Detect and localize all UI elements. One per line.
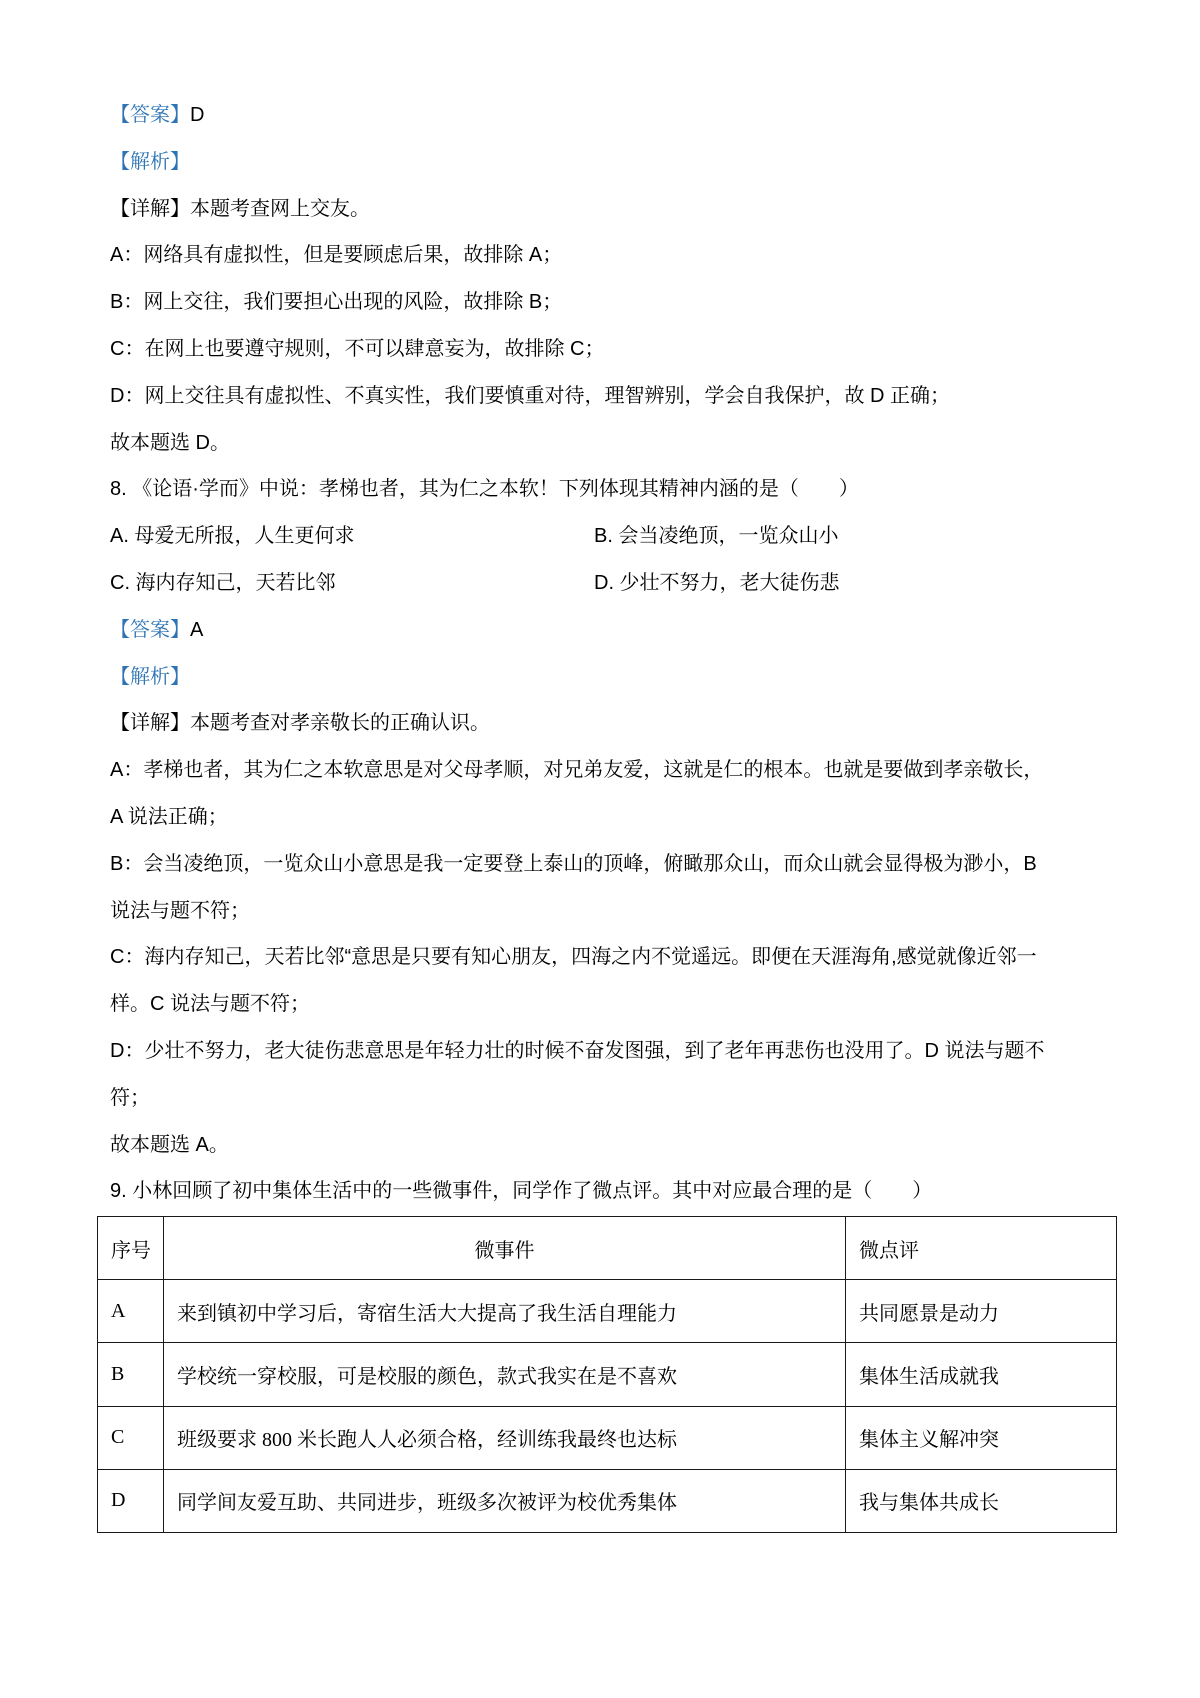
table-row	[98, 1406, 1117, 1469]
header-cell-comment: 微点评	[846, 1217, 1117, 1280]
cell-comment: 集体生活成就我	[846, 1343, 1117, 1406]
cell-event: 学校统一穿校服，可是校服的颜色，款式我实在是不喜欢	[164, 1343, 846, 1406]
table-row	[98, 1469, 1117, 1532]
cell-comment: 我与集体共成长	[846, 1469, 1117, 1532]
q8-options-row-1	[110, 513, 1120, 560]
header-cell-event: 微事件	[164, 1217, 846, 1280]
q9-table	[97, 1216, 1117, 1533]
table-row	[98, 1343, 1117, 1406]
cell-event: 来到镇初中学习后，寄宿生活大大提高了我生活自理能力	[164, 1280, 846, 1343]
q7-explanation-c: C：在网上也要遵守规则，不可以肆意妄为，故排除 C；	[110, 337, 605, 360]
q7-analysis-line	[110, 139, 1120, 186]
q8-answer-line	[110, 607, 1120, 654]
detail-text: 本题考查网上交友。	[190, 197, 370, 220]
q7-conclusion: 故本题选 D。	[110, 431, 230, 454]
cell-index: C	[98, 1406, 164, 1469]
answer-value: D	[190, 104, 205, 126]
cell-event: 班级要求 800 米长跑人人必须合格，经训练我最终也达标	[164, 1406, 846, 1469]
cell-index: D	[98, 1469, 164, 1532]
detail-tag: 【详解】	[110, 712, 190, 735]
q7-explanation-d: D：网上交往具有虚拟性、不真实性，我们要慎重对待，理智辨别，学会自我保护，故 D 正确；	[110, 384, 950, 407]
q8-conclusion: 故本题选 A。	[110, 1133, 229, 1156]
q9-stem: 9. 小林回顾了初中集体生活中的一些微事件，同学作了微点评。其中对应最合理的是（ ）	[110, 1180, 933, 1203]
q7-explanation-b: B：网上交往，我们要担心出现的风险，故排除 B；	[110, 291, 563, 314]
header-cell-index: 序号	[98, 1217, 164, 1280]
cell-index: A	[98, 1280, 164, 1343]
q8-explanation-line: 符；	[110, 1086, 150, 1109]
analysis-tag: 【解析】	[110, 150, 190, 173]
q8-explanation-line: C：海内存知己，天若比邻“意思是只要有知心朋友，四海之内不觉遥远。即便在天涯海角,感觉就像近邻一	[110, 946, 1037, 969]
cell-comment: 集体主义解冲突	[846, 1406, 1117, 1469]
q8-explanation-line: A：孝梯也者，其为仁之本软意思是对父母孝顺，对兄弟友爱，这就是仁的根本。也就是要做到孝亲敬长，	[110, 759, 1044, 782]
table-row	[98, 1280, 1117, 1343]
q8-explanation-line: A 说法正确；	[110, 805, 228, 828]
q7-explanation-a: A：网络具有虚拟性，但是要顾虑后果，故排除 A；	[110, 244, 563, 267]
q8-explanation-line: 说法与题不符；	[110, 899, 250, 922]
table-header-row	[98, 1217, 1117, 1280]
detail-text: 本题考查对孝亲敬长的正确认识。	[190, 712, 490, 735]
q8-explanation-line: D：少壮不努力，老大徒伤悲意思是年轻力壮的时候不奋发图强，到了老年再悲伤也没用了。D 说法与题不	[110, 1039, 1045, 1062]
q8-explanation-line: 样。C 说法与题不符；	[110, 993, 310, 1016]
answer-value: A	[190, 618, 204, 641]
cell-comment: 共同愿景是动力	[846, 1280, 1117, 1343]
answer-tag: 【答案】	[110, 104, 190, 126]
q8-options-row-2	[110, 560, 1120, 607]
document-body	[110, 92, 1120, 1215]
cell-index: B	[98, 1343, 164, 1406]
q8-option-b: B. 会当凌绝顶，一览众山小	[594, 525, 839, 548]
q8-explanation-line: B：会当凌绝顶，一览众山小意思是我一定要登上泰山的顶峰，俯瞰那众山，而众山就会显得极为渺小，B	[110, 852, 1037, 875]
q7-answer-line	[110, 92, 1120, 139]
q8-option-a: A. 母爱无所报，人生更何求	[110, 525, 355, 548]
answer-tag: 【答案】	[110, 618, 190, 641]
detail-tag: 【详解】	[110, 197, 190, 220]
q8-stem: 8. 《论语·学而》中说：孝梯也者，其为仁之本软！下列体现其精神内涵的是（ ）	[110, 478, 859, 501]
q8-analysis-line	[110, 654, 1120, 701]
q8-option-d: D. 少壮不努力，老大徒伤悲	[594, 571, 840, 594]
analysis-tag: 【解析】	[110, 665, 190, 688]
cell-event: 同学间友爱互助、共同进步，班级多次被评为校优秀集体	[164, 1469, 846, 1532]
q8-option-c: C. 海内存知己，天若比邻	[110, 571, 336, 594]
q8-detail-line	[110, 700, 1120, 747]
q7-detail-line	[110, 186, 1120, 233]
